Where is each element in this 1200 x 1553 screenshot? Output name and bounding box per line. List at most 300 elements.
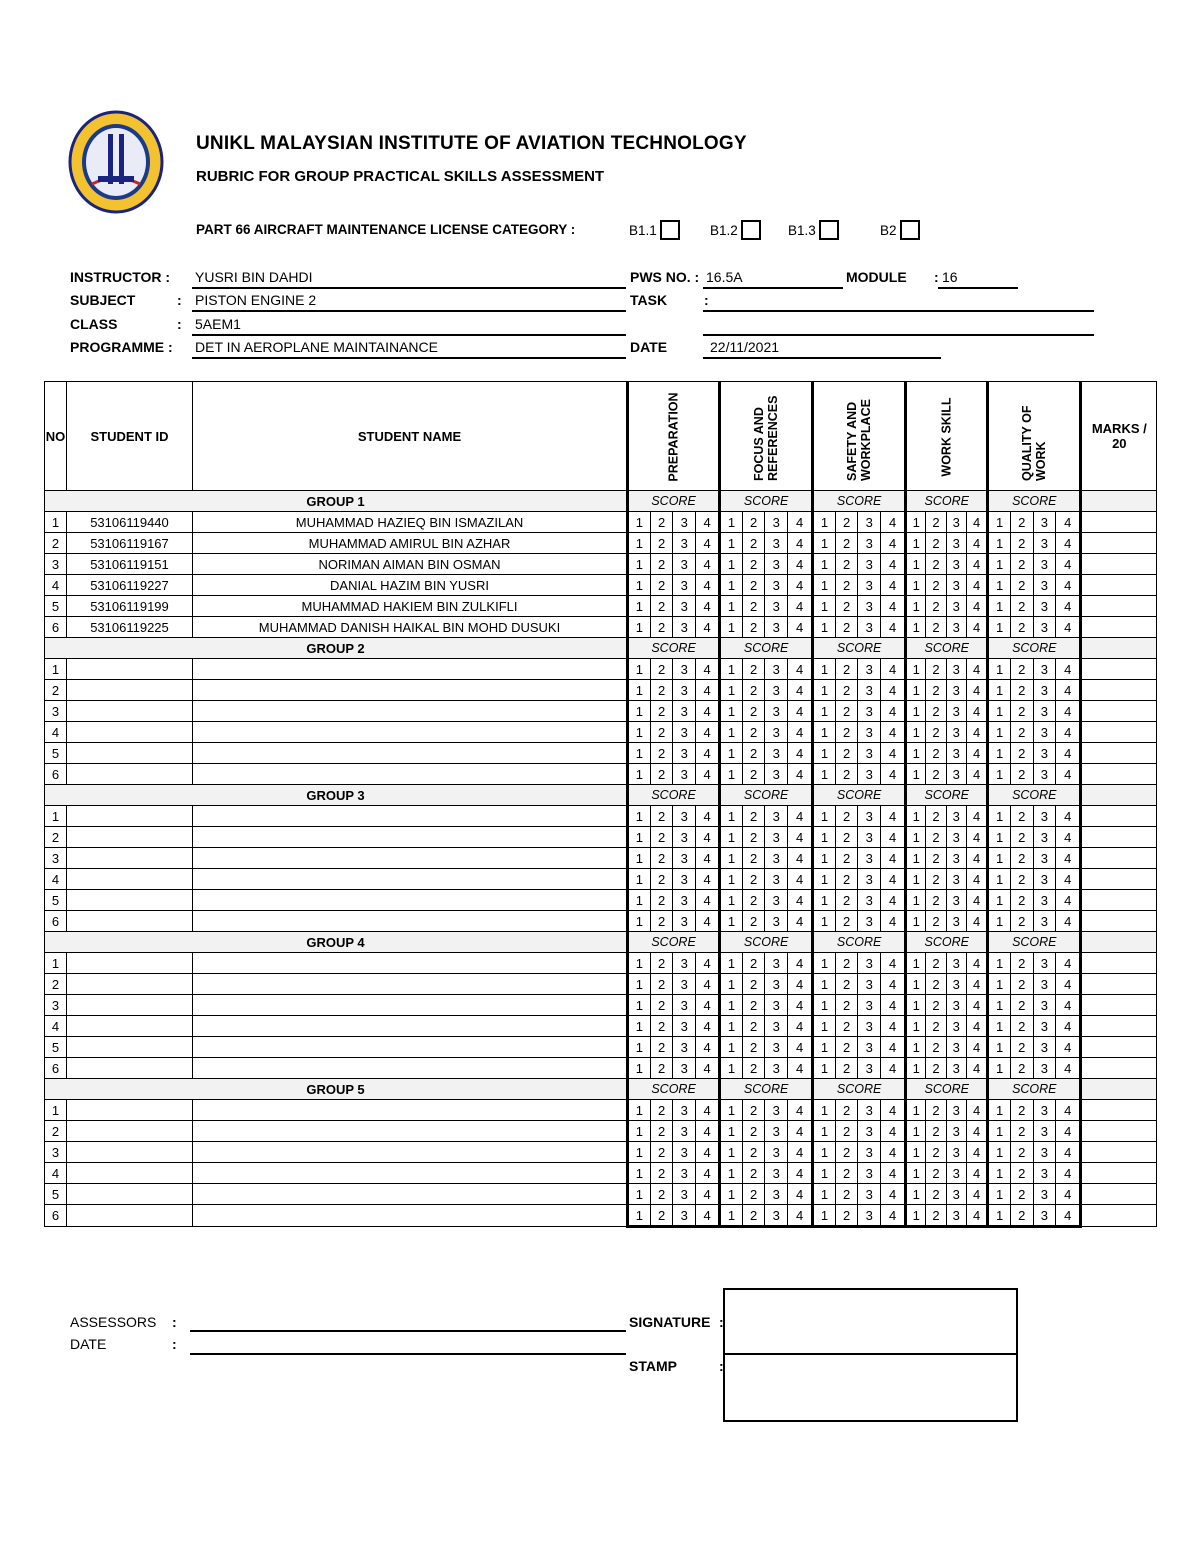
score-option[interactable]: 2 — [1010, 890, 1033, 911]
score-option[interactable]: 1 — [988, 701, 1011, 722]
score-option[interactable]: 2 — [926, 575, 946, 596]
score-option[interactable]: 3 — [946, 1058, 966, 1079]
student-id[interactable] — [67, 806, 193, 827]
score-option[interactable]: 4 — [966, 806, 987, 827]
score-option[interactable]: 1 — [720, 911, 743, 932]
score-option[interactable]: 2 — [650, 995, 673, 1016]
score-option[interactable]: 3 — [858, 1121, 881, 1142]
marks-cell[interactable] — [1081, 848, 1157, 869]
score-option[interactable]: 2 — [1010, 764, 1033, 785]
score-option[interactable]: 1 — [720, 533, 743, 554]
score-option[interactable]: 4 — [1056, 848, 1081, 869]
score-option[interactable]: 3 — [946, 743, 966, 764]
score-option[interactable]: 3 — [1033, 1100, 1056, 1121]
score-option[interactable]: 4 — [696, 680, 720, 701]
score-option[interactable]: 4 — [881, 596, 906, 617]
score-option[interactable]: 3 — [1033, 1142, 1056, 1163]
score-option[interactable]: 2 — [1010, 995, 1033, 1016]
score-option[interactable]: 1 — [720, 974, 743, 995]
score-option[interactable]: 1 — [906, 1163, 926, 1184]
score-option[interactable]: 3 — [946, 617, 966, 638]
score-option[interactable]: 3 — [858, 974, 881, 995]
score-option[interactable]: 3 — [1033, 995, 1056, 1016]
score-option[interactable]: 4 — [1056, 659, 1081, 680]
score-option[interactable]: 4 — [788, 869, 813, 890]
student-id[interactable] — [67, 1121, 193, 1142]
score-option[interactable]: 1 — [720, 890, 743, 911]
score-option[interactable]: 1 — [813, 743, 836, 764]
score-option[interactable]: 3 — [1033, 827, 1056, 848]
score-option[interactable]: 2 — [835, 1184, 858, 1205]
score-option[interactable]: 2 — [650, 1163, 673, 1184]
score-option[interactable]: 3 — [673, 701, 696, 722]
score-option[interactable]: 1 — [628, 554, 651, 575]
score-option[interactable]: 4 — [788, 554, 813, 575]
class-value[interactable]: 5AEM1 — [195, 316, 241, 332]
student-id[interactable] — [67, 827, 193, 848]
student-id[interactable] — [67, 1100, 193, 1121]
score-option[interactable]: 2 — [742, 911, 765, 932]
score-option[interactable]: 3 — [1033, 1121, 1056, 1142]
score-option[interactable]: 2 — [926, 953, 946, 974]
score-option[interactable]: 1 — [628, 953, 651, 974]
score-option[interactable]: 1 — [813, 890, 836, 911]
score-option[interactable]: 3 — [673, 680, 696, 701]
score-option[interactable]: 3 — [765, 596, 788, 617]
score-option[interactable]: 4 — [966, 953, 987, 974]
score-option[interactable]: 4 — [966, 722, 987, 743]
score-option[interactable]: 1 — [720, 953, 743, 974]
score-option[interactable]: 3 — [673, 995, 696, 1016]
score-option[interactable]: 4 — [881, 743, 906, 764]
score-option[interactable]: 1 — [813, 1121, 836, 1142]
score-option[interactable]: 4 — [881, 512, 906, 533]
score-option[interactable]: 1 — [720, 1205, 743, 1227]
score-option[interactable]: 1 — [628, 596, 651, 617]
student-id[interactable] — [67, 1058, 193, 1079]
score-option[interactable]: 2 — [742, 512, 765, 533]
score-option[interactable]: 4 — [1056, 1121, 1081, 1142]
score-option[interactable]: 2 — [1010, 659, 1033, 680]
score-option[interactable]: 1 — [906, 617, 926, 638]
score-option[interactable]: 2 — [742, 1163, 765, 1184]
score-option[interactable]: 2 — [1010, 617, 1033, 638]
date-value[interactable]: 22/11/2021 — [710, 339, 780, 355]
score-option[interactable]: 2 — [1010, 869, 1033, 890]
score-option[interactable]: 2 — [742, 617, 765, 638]
score-option[interactable]: 3 — [1033, 575, 1056, 596]
score-option[interactable]: 1 — [720, 1100, 743, 1121]
marks-cell[interactable] — [1081, 680, 1157, 701]
score-option[interactable]: 1 — [988, 869, 1011, 890]
score-option[interactable]: 1 — [988, 512, 1011, 533]
score-option[interactable]: 3 — [858, 953, 881, 974]
score-option[interactable]: 1 — [988, 953, 1011, 974]
score-option[interactable]: 2 — [835, 617, 858, 638]
marks-cell[interactable] — [1081, 1016, 1157, 1037]
score-option[interactable]: 4 — [966, 554, 987, 575]
score-option[interactable]: 4 — [788, 974, 813, 995]
score-option[interactable]: 2 — [742, 722, 765, 743]
score-option[interactable]: 3 — [765, 974, 788, 995]
score-option[interactable]: 2 — [835, 869, 858, 890]
score-option[interactable]: 3 — [946, 869, 966, 890]
student-name[interactable]: DANIAL HAZIM BIN YUSRI — [193, 575, 628, 596]
student-name[interactable] — [193, 1142, 628, 1163]
score-option[interactable]: 4 — [788, 995, 813, 1016]
score-option[interactable]: 4 — [966, 680, 987, 701]
score-option[interactable]: 2 — [1010, 974, 1033, 995]
score-option[interactable]: 3 — [1033, 890, 1056, 911]
score-option[interactable]: 4 — [881, 575, 906, 596]
student-name[interactable] — [193, 974, 628, 995]
score-option[interactable]: 1 — [988, 1205, 1011, 1227]
score-option[interactable]: 4 — [881, 1058, 906, 1079]
score-option[interactable]: 4 — [696, 848, 720, 869]
score-option[interactable]: 1 — [906, 1037, 926, 1058]
score-option[interactable]: 1 — [813, 806, 836, 827]
score-option[interactable]: 2 — [742, 953, 765, 974]
score-option[interactable]: 3 — [1033, 722, 1056, 743]
marks-cell[interactable] — [1081, 554, 1157, 575]
score-option[interactable]: 4 — [1056, 1184, 1081, 1205]
score-option[interactable]: 4 — [1056, 554, 1081, 575]
score-option[interactable]: 3 — [946, 890, 966, 911]
score-option[interactable]: 1 — [988, 911, 1011, 932]
score-option[interactable]: 3 — [946, 554, 966, 575]
score-option[interactable]: 4 — [966, 869, 987, 890]
score-option[interactable]: 3 — [946, 1142, 966, 1163]
score-option[interactable]: 3 — [765, 1163, 788, 1184]
score-option[interactable]: 4 — [1056, 1058, 1081, 1079]
score-option[interactable]: 2 — [835, 995, 858, 1016]
score-option[interactable]: 3 — [765, 701, 788, 722]
score-option[interactable]: 4 — [881, 1037, 906, 1058]
score-option[interactable]: 3 — [858, 554, 881, 575]
score-option[interactable]: 3 — [1033, 869, 1056, 890]
score-option[interactable]: 2 — [926, 722, 946, 743]
marks-cell[interactable] — [1081, 596, 1157, 617]
score-option[interactable]: 3 — [673, 659, 696, 680]
student-id[interactable] — [67, 848, 193, 869]
score-option[interactable]: 4 — [1056, 869, 1081, 890]
score-option[interactable]: 1 — [628, 995, 651, 1016]
score-option[interactable]: 4 — [1056, 743, 1081, 764]
score-option[interactable]: 3 — [765, 953, 788, 974]
score-option[interactable]: 1 — [906, 680, 926, 701]
score-option[interactable]: 3 — [1033, 1205, 1056, 1227]
score-option[interactable]: 3 — [946, 953, 966, 974]
score-option[interactable]: 2 — [1010, 1142, 1033, 1163]
score-option[interactable]: 4 — [696, 827, 720, 848]
score-option[interactable]: 4 — [881, 1100, 906, 1121]
score-option[interactable]: 1 — [813, 1100, 836, 1121]
score-option[interactable]: 3 — [858, 1058, 881, 1079]
score-option[interactable]: 3 — [858, 1184, 881, 1205]
score-option[interactable]: 1 — [720, 1058, 743, 1079]
marks-cell[interactable] — [1081, 701, 1157, 722]
score-option[interactable]: 4 — [1056, 953, 1081, 974]
score-option[interactable]: 3 — [673, 722, 696, 743]
score-option[interactable]: 3 — [765, 1037, 788, 1058]
score-option[interactable]: 4 — [881, 1163, 906, 1184]
score-option[interactable]: 4 — [966, 974, 987, 995]
score-option[interactable]: 1 — [988, 806, 1011, 827]
score-option[interactable]: 1 — [988, 680, 1011, 701]
score-option[interactable]: 3 — [858, 1142, 881, 1163]
score-option[interactable]: 3 — [946, 512, 966, 533]
score-option[interactable]: 3 — [946, 722, 966, 743]
score-option[interactable]: 2 — [742, 680, 765, 701]
score-option[interactable]: 2 — [742, 890, 765, 911]
score-option[interactable]: 4 — [696, 806, 720, 827]
student-id[interactable] — [67, 953, 193, 974]
score-option[interactable]: 3 — [1033, 911, 1056, 932]
score-option[interactable]: 2 — [926, 554, 946, 575]
student-id[interactable] — [67, 659, 193, 680]
score-option[interactable]: 1 — [906, 890, 926, 911]
score-option[interactable]: 3 — [765, 1100, 788, 1121]
score-option[interactable]: 4 — [881, 827, 906, 848]
score-option[interactable]: 4 — [881, 617, 906, 638]
score-option[interactable]: 4 — [696, 554, 720, 575]
score-option[interactable]: 4 — [788, 848, 813, 869]
marks-cell[interactable] — [1081, 806, 1157, 827]
student-id[interactable]: 53106119225 — [67, 617, 193, 638]
score-option[interactable]: 4 — [696, 1016, 720, 1037]
score-option[interactable]: 1 — [906, 1058, 926, 1079]
score-option[interactable]: 3 — [946, 680, 966, 701]
score-option[interactable]: 3 — [765, 848, 788, 869]
student-id[interactable] — [67, 680, 193, 701]
marks-cell[interactable] — [1081, 764, 1157, 785]
score-option[interactable]: 1 — [906, 764, 926, 785]
score-option[interactable]: 3 — [765, 743, 788, 764]
score-option[interactable]: 2 — [742, 974, 765, 995]
score-option[interactable]: 3 — [765, 911, 788, 932]
score-option[interactable]: 1 — [988, 722, 1011, 743]
score-option[interactable]: 2 — [926, 533, 946, 554]
score-option[interactable]: 4 — [1056, 1100, 1081, 1121]
marks-cell[interactable] — [1081, 890, 1157, 911]
score-option[interactable]: 4 — [1056, 575, 1081, 596]
score-option[interactable]: 1 — [720, 743, 743, 764]
score-option[interactable]: 2 — [926, 827, 946, 848]
score-option[interactable]: 3 — [673, 953, 696, 974]
score-option[interactable]: 3 — [673, 596, 696, 617]
score-option[interactable]: 2 — [650, 596, 673, 617]
student-name[interactable] — [193, 1058, 628, 1079]
score-option[interactable]: 4 — [696, 1205, 720, 1227]
student-name[interactable] — [193, 764, 628, 785]
score-option[interactable]: 3 — [858, 1100, 881, 1121]
score-option[interactable]: 2 — [650, 974, 673, 995]
checkbox[interactable] — [819, 220, 839, 240]
stamp-box[interactable] — [723, 1353, 1018, 1422]
student-id[interactable] — [67, 701, 193, 722]
score-option[interactable]: 4 — [696, 953, 720, 974]
score-option[interactable]: 1 — [628, 617, 651, 638]
score-option[interactable]: 4 — [1056, 533, 1081, 554]
student-name[interactable] — [193, 1100, 628, 1121]
score-option[interactable]: 4 — [966, 848, 987, 869]
score-option[interactable]: 4 — [788, 512, 813, 533]
score-option[interactable]: 1 — [813, 701, 836, 722]
student-name[interactable] — [193, 848, 628, 869]
score-option[interactable]: 3 — [673, 1058, 696, 1079]
score-option[interactable]: 1 — [628, 1016, 651, 1037]
score-option[interactable]: 1 — [988, 617, 1011, 638]
score-option[interactable]: 3 — [858, 659, 881, 680]
score-option[interactable]: 3 — [1033, 1184, 1056, 1205]
score-option[interactable]: 1 — [628, 575, 651, 596]
score-option[interactable]: 1 — [906, 1100, 926, 1121]
score-option[interactable]: 4 — [788, 911, 813, 932]
score-option[interactable]: 3 — [765, 533, 788, 554]
score-option[interactable]: 1 — [988, 1184, 1011, 1205]
score-option[interactable]: 2 — [650, 554, 673, 575]
marks-cell[interactable] — [1081, 953, 1157, 974]
score-option[interactable]: 4 — [788, 1100, 813, 1121]
score-option[interactable]: 1 — [906, 953, 926, 974]
score-option[interactable]: 2 — [1010, 1184, 1033, 1205]
score-option[interactable]: 3 — [946, 701, 966, 722]
score-option[interactable]: 1 — [628, 1184, 651, 1205]
score-option[interactable]: 1 — [906, 1205, 926, 1227]
instructor-value[interactable]: YUSRI BIN DAHDI — [195, 269, 313, 285]
score-option[interactable]: 3 — [673, 827, 696, 848]
student-name[interactable] — [193, 1205, 628, 1227]
score-option[interactable]: 1 — [628, 1142, 651, 1163]
score-option[interactable]: 4 — [1056, 722, 1081, 743]
score-option[interactable]: 1 — [906, 974, 926, 995]
score-option[interactable]: 1 — [813, 995, 836, 1016]
marks-cell[interactable] — [1081, 1121, 1157, 1142]
score-option[interactable]: 2 — [835, 596, 858, 617]
score-option[interactable]: 1 — [906, 1016, 926, 1037]
score-option[interactable]: 1 — [628, 1205, 651, 1227]
score-option[interactable]: 1 — [906, 806, 926, 827]
score-option[interactable]: 2 — [1010, 743, 1033, 764]
score-option[interactable]: 1 — [906, 722, 926, 743]
score-option[interactable]: 1 — [813, 722, 836, 743]
score-option[interactable]: 2 — [926, 1142, 946, 1163]
score-option[interactable]: 3 — [858, 995, 881, 1016]
score-option[interactable]: 1 — [720, 701, 743, 722]
score-option[interactable]: 2 — [835, 533, 858, 554]
score-option[interactable]: 1 — [813, 575, 836, 596]
score-option[interactable]: 3 — [858, 617, 881, 638]
score-option[interactable]: 1 — [988, 1037, 1011, 1058]
score-option[interactable]: 4 — [696, 1142, 720, 1163]
category-b2[interactable] — [880, 220, 920, 240]
score-option[interactable]: 2 — [926, 1184, 946, 1205]
score-option[interactable]: 4 — [696, 1184, 720, 1205]
score-option[interactable]: 2 — [926, 596, 946, 617]
score-option[interactable]: 1 — [813, 596, 836, 617]
score-option[interactable]: 2 — [742, 995, 765, 1016]
score-option[interactable]: 2 — [650, 911, 673, 932]
score-option[interactable]: 1 — [720, 1121, 743, 1142]
score-option[interactable]: 4 — [696, 533, 720, 554]
score-option[interactable]: 1 — [988, 974, 1011, 995]
score-option[interactable]: 2 — [650, 827, 673, 848]
score-option[interactable]: 2 — [1010, 911, 1033, 932]
score-option[interactable]: 3 — [1033, 680, 1056, 701]
score-option[interactable]: 4 — [696, 995, 720, 1016]
student-id[interactable] — [67, 1037, 193, 1058]
category-b1-2[interactable] — [710, 220, 761, 240]
score-option[interactable]: 1 — [813, 617, 836, 638]
score-option[interactable]: 1 — [906, 659, 926, 680]
score-option[interactable]: 4 — [696, 659, 720, 680]
score-option[interactable]: 2 — [835, 890, 858, 911]
score-option[interactable]: 3 — [765, 617, 788, 638]
score-option[interactable]: 2 — [835, 764, 858, 785]
score-option[interactable]: 4 — [788, 953, 813, 974]
score-option[interactable]: 2 — [742, 827, 765, 848]
score-option[interactable]: 3 — [946, 1205, 966, 1227]
score-option[interactable]: 2 — [926, 1037, 946, 1058]
score-option[interactable]: 4 — [881, 533, 906, 554]
score-option[interactable]: 3 — [858, 827, 881, 848]
score-option[interactable]: 3 — [765, 1058, 788, 1079]
score-option[interactable]: 1 — [720, 680, 743, 701]
score-option[interactable]: 4 — [696, 1121, 720, 1142]
score-option[interactable]: 3 — [858, 764, 881, 785]
score-option[interactable]: 1 — [988, 1142, 1011, 1163]
score-option[interactable]: 4 — [1056, 701, 1081, 722]
score-option[interactable]: 2 — [1010, 701, 1033, 722]
score-option[interactable]: 4 — [1056, 1016, 1081, 1037]
score-option[interactable]: 1 — [720, 512, 743, 533]
score-option[interactable]: 1 — [988, 533, 1011, 554]
student-name[interactable] — [193, 869, 628, 890]
score-option[interactable]: 2 — [926, 659, 946, 680]
score-option[interactable]: 2 — [926, 1100, 946, 1121]
score-option[interactable]: 1 — [813, 848, 836, 869]
score-option[interactable]: 3 — [946, 1121, 966, 1142]
score-option[interactable]: 4 — [1056, 1205, 1081, 1227]
score-option[interactable]: 1 — [628, 911, 651, 932]
score-option[interactable]: 4 — [1056, 974, 1081, 995]
score-option[interactable]: 1 — [813, 1037, 836, 1058]
score-option[interactable]: 2 — [926, 512, 946, 533]
score-option[interactable]: 1 — [628, 848, 651, 869]
student-id[interactable] — [67, 890, 193, 911]
score-option[interactable]: 3 — [673, 1163, 696, 1184]
score-option[interactable]: 1 — [628, 1100, 651, 1121]
score-option[interactable]: 1 — [720, 1142, 743, 1163]
score-option[interactable]: 3 — [765, 827, 788, 848]
score-option[interactable]: 3 — [765, 806, 788, 827]
student-name[interactable] — [193, 722, 628, 743]
footer-date-input-line[interactable] — [190, 1353, 626, 1355]
score-option[interactable]: 1 — [906, 554, 926, 575]
score-option[interactable]: 4 — [1056, 827, 1081, 848]
student-name[interactable] — [193, 1163, 628, 1184]
marks-cell[interactable] — [1081, 869, 1157, 890]
score-option[interactable]: 4 — [881, 806, 906, 827]
score-option[interactable]: 4 — [696, 596, 720, 617]
score-option[interactable]: 4 — [966, 533, 987, 554]
score-option[interactable]: 4 — [966, 1205, 987, 1227]
score-option[interactable]: 1 — [628, 1121, 651, 1142]
marks-cell[interactable] — [1081, 1058, 1157, 1079]
score-option[interactable]: 2 — [650, 1121, 673, 1142]
score-option[interactable]: 2 — [742, 764, 765, 785]
score-option[interactable]: 1 — [813, 554, 836, 575]
